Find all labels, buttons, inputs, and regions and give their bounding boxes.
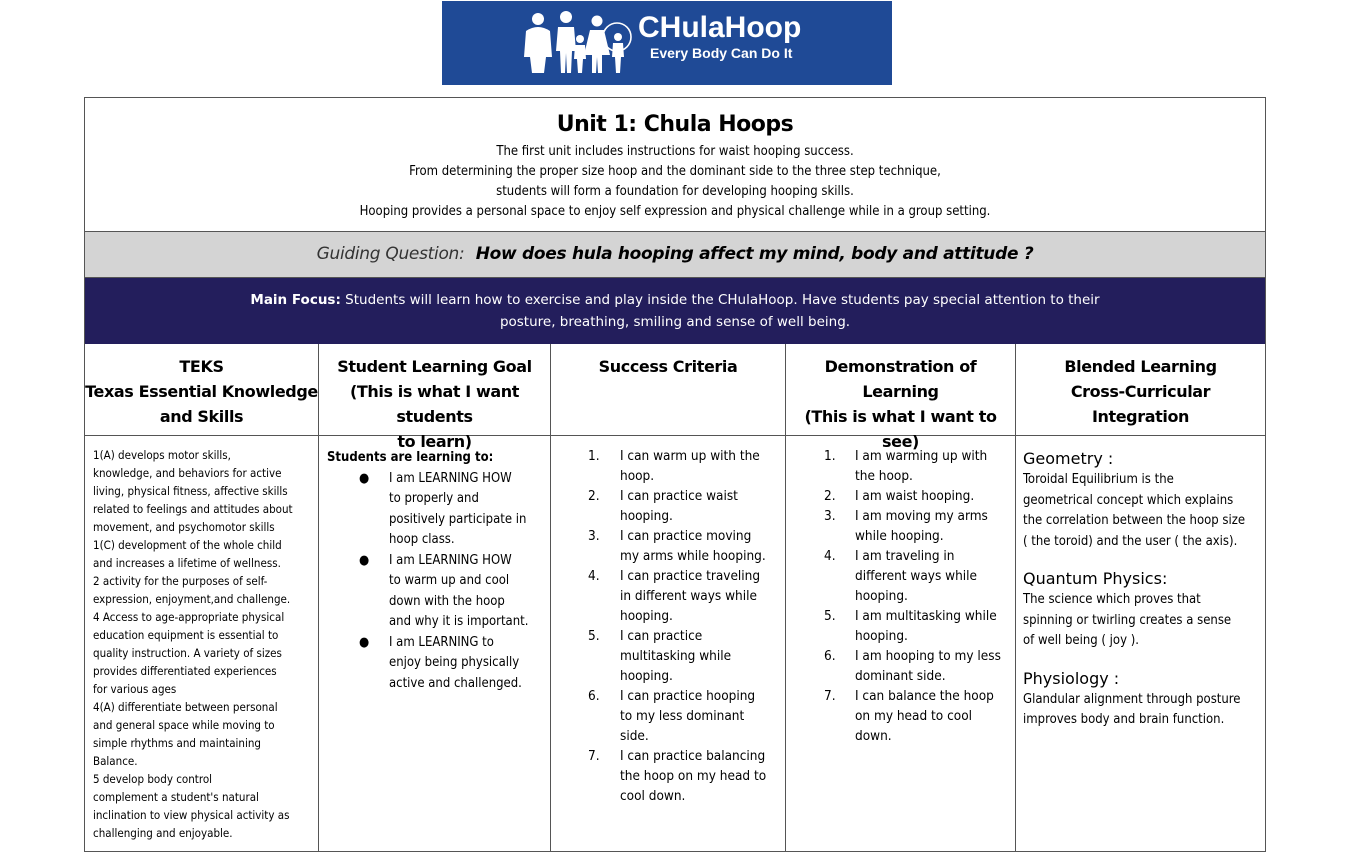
- success-criteria-column: [550, 344, 785, 851]
- list-item: [551, 486, 785, 526]
- list-item: [551, 566, 785, 626]
- teks-line: simple rhythms and maintaining: [93, 736, 261, 750]
- list-item: [551, 686, 785, 746]
- teks-line: inclination to view physical activity as: [93, 808, 290, 822]
- unit-title: Unit 1: Chula Hoops: [556, 112, 794, 137]
- subject-line: ( the toroid) and the user ( the axis).: [1023, 533, 1238, 549]
- teks-content: [85, 436, 318, 842]
- list-item-line: I am LEARNING HOW: [389, 470, 512, 486]
- list-item-line: cool down.: [620, 788, 686, 804]
- teks-column: [85, 344, 318, 851]
- list-item-line: hooping.: [855, 588, 908, 604]
- teks-line: living, physical fitness, affective skills: [93, 484, 288, 498]
- blended-learning-header-line: Blended Learning: [1064, 357, 1217, 376]
- list-item-line: hooping.: [855, 628, 908, 644]
- list-item-line: I am multitasking while: [855, 608, 997, 624]
- list-item: [786, 646, 1015, 686]
- teks-line: challenging and enjoyable.: [93, 826, 233, 840]
- list-item: [327, 633, 544, 695]
- family-icon: [522, 9, 634, 75]
- subject-line: Glandular alignment through posture: [1023, 691, 1241, 707]
- list-item-line: hooping.: [620, 608, 673, 624]
- logo-banner: [442, 1, 892, 85]
- item-number: 6.: [824, 648, 836, 664]
- unit-description-line: The first unit includes instructions for waist hooping success.: [496, 144, 854, 159]
- main-focus-text: Students will learn how to exercise and play inside the CHulaHoop. Have students pay special attention to their: [345, 292, 1100, 308]
- list-item-line: I am traveling in: [855, 548, 955, 564]
- list-item-line: down.: [855, 728, 892, 744]
- subject-block-quantum-physics: [1023, 568, 1259, 652]
- learning-goal-content: [319, 436, 550, 694]
- teks-line: provides differentiated experiences: [93, 664, 277, 678]
- teks-line: 2 activity for the purposes of self-: [93, 574, 268, 588]
- bullet-icon: ●: [359, 470, 370, 486]
- item-number: 5.: [824, 608, 836, 624]
- list-item-line: I am hooping to my less: [855, 648, 1001, 664]
- list-item-line: I can practice waist: [620, 488, 738, 504]
- list-item-line: enjoy being physically: [389, 655, 520, 670]
- list-item-line: different ways while: [855, 568, 978, 584]
- learning-goal-column: [318, 344, 550, 851]
- teks-line: 1(A) develops motor skills,: [93, 448, 231, 462]
- teks-line: movement, and psychomotor skills: [93, 520, 275, 534]
- teks-line: and general space while moving to: [93, 718, 275, 732]
- subject-line: Toroidal Equilibrium is the: [1023, 472, 1174, 487]
- item-number: 5.: [588, 628, 600, 644]
- list-item-line: my arms while hooping.: [620, 548, 766, 564]
- unit-summary: [85, 98, 1265, 231]
- list-item: [551, 746, 785, 806]
- bullet-icon: ●: [359, 634, 370, 650]
- demonstration-header: [786, 344, 1015, 451]
- teks-line: education equipment is essential to: [93, 628, 279, 642]
- teks-line: 5 develop body control: [93, 772, 213, 786]
- bullet-icon: ●: [359, 552, 370, 568]
- subject-line: improves body and brain function.: [1023, 712, 1225, 727]
- list-item-line: I am warming up with: [855, 448, 988, 464]
- list-item: [551, 446, 785, 486]
- item-number: 1.: [824, 448, 836, 464]
- list-item: [786, 446, 1015, 486]
- list-item-line: I am waist hooping.: [855, 488, 975, 504]
- list-item-line: to my less dominant: [620, 708, 745, 724]
- learning-goal-list: [327, 469, 544, 695]
- logo-brand-text: CHulaHoop: [638, 11, 802, 44]
- learning-goal-header-line: to learn): [397, 432, 472, 451]
- list-item-line: down with the hoop: [389, 593, 505, 609]
- list-item-line: dominant side.: [855, 668, 946, 684]
- blended-learning-content: [1016, 436, 1265, 731]
- lesson-table: [84, 97, 1266, 852]
- list-item: [327, 469, 544, 551]
- success-criteria-list: [551, 436, 785, 806]
- list-item-line: I can practice hooping: [620, 688, 756, 704]
- list-item-line: to warm up and cool: [389, 573, 510, 588]
- item-number: 3.: [824, 508, 836, 524]
- list-item-line: active and challenged.: [389, 675, 522, 691]
- list-item-line: on my head to cool: [855, 708, 972, 724]
- teks-line: related to feelings and attitudes about: [93, 502, 293, 516]
- teks-line: complement a student's natural: [93, 790, 259, 804]
- list-item-line: positively participate in: [389, 511, 527, 527]
- blended-learning-header-line: Cross-Curricular: [1070, 382, 1211, 401]
- list-item: [786, 546, 1015, 606]
- list-item-line: I am moving my arms: [855, 508, 988, 524]
- success-criteria-header-line: Success Criteria: [598, 357, 738, 376]
- main-focus-label: Main Focus:: [250, 292, 341, 308]
- success-criteria-header: [551, 344, 785, 436]
- subject-title: Geometry :: [1023, 449, 1114, 468]
- item-number: 2.: [824, 488, 836, 504]
- blended-learning-header-line: Integration: [1091, 407, 1190, 426]
- item-number: 6.: [588, 688, 600, 704]
- list-item: [551, 626, 785, 686]
- list-item-line: I can practice traveling: [620, 568, 761, 584]
- subject-line: The science which proves that: [1023, 592, 1201, 607]
- list-item: [786, 506, 1015, 546]
- teks-line: 4(A) differentiate between personal: [93, 700, 278, 714]
- learning-goal-header-line: (This is what I want students: [349, 382, 520, 426]
- subject-block-geometry: [1023, 448, 1259, 552]
- learning-goal-header: [319, 344, 550, 451]
- list-item: [551, 526, 785, 566]
- demonstration-header-line: (This is what I want to see): [804, 407, 997, 451]
- subject-title: Quantum Physics:: [1023, 569, 1168, 588]
- list-item: [786, 486, 1015, 506]
- subject-line: of well being ( joy ).: [1023, 633, 1139, 648]
- item-number: 7.: [588, 748, 600, 764]
- blended-learning-header: [1016, 344, 1265, 436]
- list-item: [786, 606, 1015, 646]
- list-item-line: I can practice: [620, 628, 703, 644]
- list-item-line: in different ways while: [620, 588, 757, 604]
- teks-header: [85, 344, 318, 436]
- list-item-line: hoop.: [620, 468, 655, 484]
- list-item: [327, 551, 544, 633]
- list-item-line: I can warm up with the: [620, 448, 760, 464]
- teks-header-line: and Skills: [159, 407, 244, 426]
- unit-description-line: From determining the proper size hoop and the dominant side to the three step technique,: [409, 164, 941, 179]
- teks-line: 1(C) development of the whole child: [93, 538, 282, 552]
- demonstration-column: [785, 344, 1015, 851]
- list-item-line: I am LEARNING to: [389, 634, 494, 650]
- list-item-line: the hoop on my head to: [620, 768, 767, 784]
- subject-line: geometrical concept which explains: [1023, 492, 1234, 508]
- teks-line: knowledge, and behaviors for active: [93, 466, 282, 480]
- subject-title: Physiology :: [1023, 668, 1120, 688]
- list-item-line: hooping.: [620, 668, 673, 684]
- item-number: 1.: [588, 448, 600, 464]
- logo-tagline: Every Body Can Do It: [650, 45, 793, 61]
- demonstration-header-line: Demonstration of Learning: [824, 357, 977, 401]
- learning-goal-intro: Students are learning to:: [327, 450, 494, 465]
- list-item-line: side.: [620, 728, 649, 744]
- guiding-question-text: How does hula hooping affect my mind, body and attitude ?: [475, 244, 1034, 264]
- blended-learning-column: [1015, 344, 1265, 851]
- list-item-line: hooping.: [620, 508, 673, 524]
- list-item-line: and why it is important.: [389, 614, 529, 629]
- list-item-line: I am LEARNING HOW: [389, 552, 512, 568]
- list-item-line: multitasking while: [620, 648, 732, 664]
- subject-line: the correlation between the hoop size: [1023, 513, 1246, 528]
- item-number: 3.: [588, 528, 600, 544]
- teks-line: Balance.: [93, 754, 138, 768]
- list-item-line: I can practice balancing: [620, 748, 766, 764]
- demonstration-list: [786, 436, 1015, 746]
- list-item-line: I can practice moving: [620, 528, 752, 544]
- list-item-line: while hooping.: [855, 528, 944, 544]
- subject-line: spinning or twirling creates a sense: [1023, 612, 1232, 628]
- guiding-question-bar: [85, 231, 1265, 278]
- item-number: 4.: [588, 568, 600, 584]
- list-item: [786, 686, 1015, 746]
- item-number: 7.: [824, 688, 836, 704]
- unit-description-line: students will form a foundation for developing hooping skills.: [496, 184, 854, 199]
- unit-description-line: Hooping provides a personal space to enjoy self expression and physical challenge while in a group setting.: [359, 204, 991, 219]
- teks-line: and increases a lifetime of wellness.: [93, 556, 281, 570]
- teks-line: quality instruction. A variety of sizes: [93, 646, 282, 660]
- item-number: 2.: [588, 488, 600, 504]
- learning-goal-header-line: Student Learning Goal: [337, 357, 532, 376]
- main-focus-text-2: posture, breathing, smiling and sense of well being.: [499, 314, 851, 330]
- teks-line: expression, enjoyment,and challenge.: [93, 592, 291, 606]
- main-focus-bar: [85, 278, 1265, 344]
- list-item-line: the hoop.: [855, 468, 913, 484]
- list-item-line: hoop class.: [389, 532, 455, 547]
- teks-header-line: Texas Essential Knowledge: [85, 382, 318, 401]
- subject-block-physiology: [1023, 668, 1259, 731]
- teks-line: 4 Access to age-appropriate physical: [93, 610, 285, 624]
- teks-line: for various ages: [93, 682, 177, 696]
- teks-header-line: TEKS: [179, 357, 224, 376]
- guiding-question-label: Guiding Question:: [316, 244, 465, 264]
- item-number: 4.: [824, 548, 836, 564]
- list-item-line: to properly and: [389, 491, 479, 506]
- list-item-line: I can balance the hoop: [855, 688, 994, 704]
